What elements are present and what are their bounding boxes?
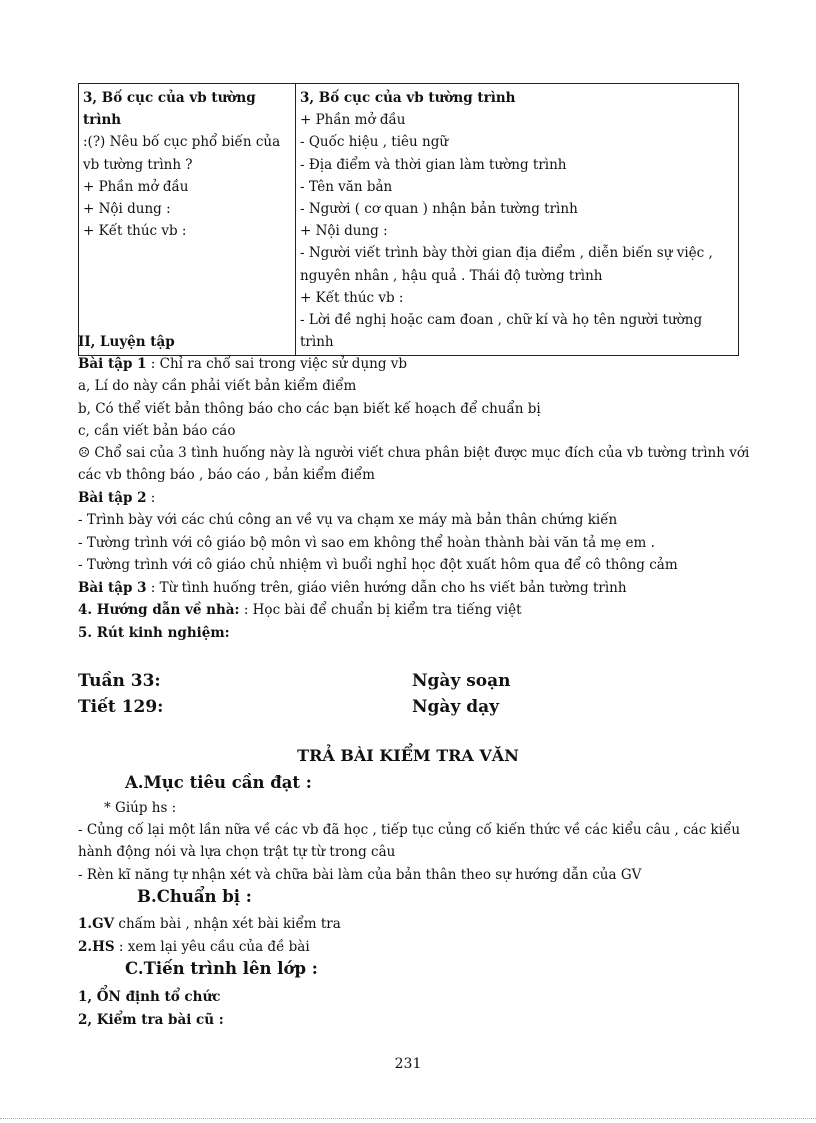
right-line: - Tên văn bản — [300, 178, 393, 195]
note-text: Chổ sai của 3 tình huống này là người viết chưa phân biệt được mục đích của vb tường trình với — [90, 445, 750, 461]
right-line: - Địa điểm và thời gian làm tường trình — [300, 156, 567, 173]
exercise-2-label: Bài tập 2 — [78, 490, 147, 506]
right-line: - Quốc hiệu , tiêu ngữ — [300, 134, 449, 151]
procedure-heading: C.Tiến trình lên lớp : — [125, 959, 318, 978]
practice-heading: II, Luyện tập — [78, 334, 175, 350]
left-heading: 3, Bố cục của vb tường trình — [83, 90, 256, 129]
prep-teacher-text: chấm bài , nhận xét bài kiểm tra — [114, 916, 341, 932]
exercise-2-item: - Trình bày với các chú công an về vụ va chạm xe máy mà bản thân chứng kiến — [78, 512, 618, 528]
exercise-2 — [78, 487, 155, 509]
exercise-2-item: - Tường trình với cô giáo chủ nhiệm vì buổi nghỉ học đột xuất hôm qua để cô thông cảm — [78, 557, 678, 573]
objectives-heading: A.Mục tiêu cần đạt : — [125, 773, 312, 792]
right-line: + Phần mở đầu — [300, 112, 406, 129]
exercise-1 — [78, 353, 407, 375]
preparation-heading: B.Chuẩn bị : — [137, 887, 252, 906]
left-line: + Nội dung : — [83, 201, 171, 218]
left-line: + Phần mở đầu — [83, 178, 189, 195]
left-column — [79, 84, 296, 356]
right-line: - Người ( cơ quan ) nhận bản tường trình — [300, 201, 578, 218]
exercise-1-note — [78, 442, 749, 464]
right-line: - Người viết trình bày thời gian địa điểm , diễn biến sự việc , nguyên nhân , hậu quả . Thái độ tường trình — [300, 245, 713, 284]
exercise-2-item: - Tường trình với cô giáo bộ môn vì sao em không thể hoàn thành bài văn tả mẹ em . — [78, 535, 655, 551]
page-number: 231 — [394, 1056, 422, 1072]
right-column — [296, 84, 739, 356]
right-line: - Lời đề nghị hoặc cam đoan , chữ kí và họ tên người tường trình — [300, 312, 703, 351]
objectives-line: hành động nói và lựa chọn trật tự từ trong câu — [78, 844, 396, 860]
prep-student — [78, 936, 310, 958]
homework-text: : Học bài để chuẩn bị kiểm tra tiếng việt — [239, 602, 522, 618]
prep-student-text: : xem lại yêu cầu của đề bài — [114, 939, 310, 955]
exercise-1-item: b, Có thể viết bản thông báo cho các bạn biết kế hoạch để chuẩn bị — [78, 401, 541, 417]
prep-teacher-label: 1.GV — [78, 916, 115, 932]
objectives-help: * Giúp hs : — [104, 800, 177, 816]
exercise-3-label: Bài tập 3 — [78, 580, 147, 596]
objectives-line: - Rèn kĩ năng tự nhận xét và chữa bài làm của bản thân theo sự hướng dẫn của GV — [78, 867, 642, 883]
exercise-1-label: Bài tập 1 — [78, 356, 147, 372]
right-line: + Nội dung : — [300, 223, 388, 240]
exercise-1-text: : Chỉ ra chổ sai trong việc sử dụng vb — [146, 356, 408, 372]
right-line: + Kết thúc vb : — [300, 289, 404, 306]
homework — [78, 599, 522, 621]
left-line: + Kết thúc vb : — [83, 223, 187, 240]
exercise-2-text: : — [146, 490, 156, 506]
prep-date-label: Ngày soạn — [412, 671, 511, 691]
exercise-3-text: : Từ tình huống trên, giáo viên hướng dẫn cho hs viết bản tường trình — [146, 580, 627, 596]
experience-heading: 5. Rút kinh nghiệm: — [78, 625, 230, 641]
teach-date-label: Ngày dạy — [412, 697, 500, 717]
layout-table — [78, 83, 739, 356]
exercise-1-note-cont: các vb thông báo , báo cáo , bản kiểm điểm — [78, 467, 375, 483]
exercise-1-item: c, cần viết bản báo cáo — [78, 423, 236, 439]
procedure-step: 1, ỔN định tổ chức — [78, 989, 221, 1005]
page-edge-divider — [0, 1118, 816, 1119]
prep-teacher — [78, 913, 341, 935]
sad-face-icon: ☹ — [78, 445, 91, 461]
lesson-label: Tiết 129: — [78, 697, 164, 717]
exercise-1-item: a, Lí do này cần phải viết bản kiểm điểm — [78, 378, 357, 394]
left-line: :(?) Nêu bố cục phổ biến của vb tường trình ? — [83, 134, 281, 173]
exercise-3 — [78, 577, 627, 599]
right-heading: 3, Bố cục của vb tường trình — [300, 90, 516, 106]
procedure-step: 2, Kiểm tra bài cũ : — [78, 1012, 224, 1028]
prep-student-label: 2.HS — [78, 939, 115, 955]
homework-label: 4. Hướng dẫn về nhà: — [78, 602, 240, 618]
week-label: Tuần 33: — [78, 671, 161, 691]
objectives-line: - Củng cố lại một lần nữa về các vb đã học , tiếp tục củng cố kiến thức về các kiểu câu , các kiểu — [78, 822, 741, 838]
lesson-title: TRẢ BÀI KIỂM TRA VĂN — [297, 746, 519, 765]
